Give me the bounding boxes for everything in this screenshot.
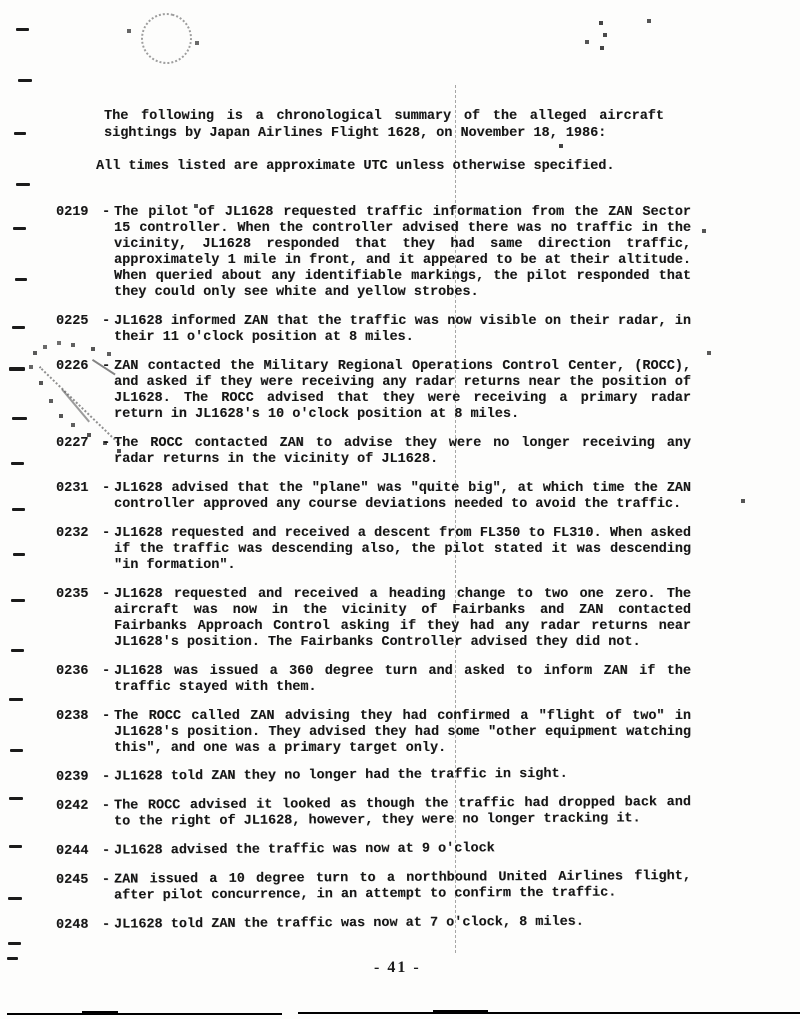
scan-edge-line — [7, 1013, 282, 1015]
entry-separator: - — [101, 769, 111, 785]
entry-time: 0232 — [56, 526, 89, 541]
entry-separator: - — [101, 205, 111, 220]
entry-time: 0231 — [56, 481, 89, 496]
entry-separator: - — [101, 526, 111, 541]
entry-separator: - — [101, 436, 111, 451]
timeline-entry — [0, 587, 800, 651]
entry-separator: - — [101, 664, 111, 679]
timeline-entry — [0, 794, 800, 831]
entry-time: 0227 — [56, 436, 89, 451]
entry-time: 0244 — [55, 843, 89, 859]
margin-dash — [16, 28, 29, 31]
entry-time: 0236 — [56, 664, 89, 679]
chronology-list — [0, 205, 800, 947]
margin-dash — [16, 183, 30, 186]
ink-speckles — [0, 0, 2, 2]
entry-text: JL1628 advised the traffic was now at 9 o'clock — [113, 841, 495, 859]
timeline-entry — [0, 205, 800, 301]
entry-separator: - — [101, 314, 111, 329]
entry-text: The pilot of JL1628 requested traffic information from the ZAN Sector 15 controller. When the controller advised there was no traffic in the vicinity, JL1628 responded that they had same direction traffic, approximately 1 mile in front, and it appeared to be at their altitude. When queried about any identifiable markings, the pilot responded that they could only see white and yellow strobes. — [114, 205, 691, 300]
scan-edge-line — [433, 1010, 488, 1014]
entry-text: ZAN issued a 10 degree turn to a northbound United Airlines flight, after pilot concurrence, in an attempt to confirm the traffic. — [113, 869, 691, 904]
entry-text: The ROCC contacted ZAN to advise they were no longer receiving any radar returns in the vicinity of JL1628. — [114, 436, 691, 467]
entry-text: JL1628 told ZAN the traffic was now at 7 o'clock, 8 miles. — [113, 914, 584, 933]
timeline-entry — [0, 481, 800, 513]
entry-time: 0239 — [55, 769, 89, 785]
entry-time: 0245 — [55, 872, 89, 888]
scan-edge-line — [82, 1011, 118, 1015]
timeline-entry — [0, 709, 800, 757]
timeline-entry — [0, 359, 800, 423]
entry-time: 0225 — [56, 314, 89, 329]
entry-separator: - — [101, 843, 111, 859]
timeline-entry — [0, 765, 800, 786]
entry-time: 0226 — [56, 359, 89, 374]
entry-separator: - — [101, 359, 111, 374]
entry-separator: - — [101, 587, 111, 602]
margin-dash — [18, 79, 32, 82]
timeline-entry — [0, 664, 800, 696]
timeline-entry — [0, 913, 800, 934]
times-note: All times listed are approximate UTC unless otherwise specified. — [96, 159, 615, 174]
entry-separator: - — [101, 872, 111, 888]
entry-text: JL1628 was issued a 360 degree turn and asked to inform ZAN if the traffic stayed with them. — [114, 664, 691, 695]
timeline-entry — [0, 314, 800, 346]
entry-text: JL1628 informed ZAN that the traffic was now visible on their radar, in their 11 o'clock position at 8 miles. — [114, 314, 691, 345]
entry-text: JL1628 advised that the "plane" was "quite big", at which time the ZAN controller approved any course deviations needed to avoid the traffic. — [114, 481, 691, 512]
intro-paragraph: The following is a chronological summary of the alleged aircraft sightings by Japan Airlines Flight 1628, on November 18, 1986: — [104, 109, 664, 141]
margin-dash — [14, 132, 26, 135]
entry-separator: - — [101, 709, 111, 724]
entry-time: 0238 — [56, 709, 89, 724]
scan-edge-line — [298, 1012, 800, 1014]
entry-separator: - — [101, 481, 111, 496]
timeline-entry — [0, 436, 800, 468]
entry-text: ZAN contacted the Military Regional Operations Control Center, (ROCC), and asked if they were receiving any radar returns near the position of JL1628. The ROCC advised that they were receiving a primary radar return in JL1628's 10 o'clock position at 8 miles. — [114, 359, 691, 422]
page-number: - 41 - — [374, 959, 421, 976]
timeline-entry — [0, 526, 800, 574]
timeline-entry — [0, 839, 800, 860]
timeline-entry — [0, 868, 800, 905]
smudge-circle-mark — [136, 8, 198, 70]
entry-text: JL1628 requested and received a heading change to two one zero. The aircraft was now in the vicinity of Fairbanks and ZAN contacted Fairbanks Approach Control asking if they had any radar returns near JL1628's position. The Fairbanks Controller advised they did not. — [114, 587, 691, 650]
entry-time: 0219 — [56, 205, 89, 220]
entry-time: 0248 — [55, 917, 89, 933]
entry-text: The ROCC advised it looked as though the traffic had dropped back and to the right of JL1628, however, they were no longer tracking it. — [113, 795, 691, 830]
entry-time: 0235 — [56, 587, 89, 602]
entry-text: JL1628 told ZAN they no longer had the traffic in sight. — [113, 766, 568, 785]
entry-separator: - — [101, 798, 111, 814]
entry-separator: - — [101, 917, 111, 933]
entry-text: JL1628 requested and received a descent from FL350 to FL310. When asked if the traffic was descending also, the pilot stated it was descending "in formation". — [114, 526, 691, 573]
entry-text: The ROCC called ZAN advising they had confirmed a "flight of two" in JL1628's position. They advised they had some "other equipment watching this", and one was a primary target only. — [114, 709, 691, 756]
entry-time: 0242 — [55, 798, 89, 814]
margin-dash — [7, 957, 18, 960]
